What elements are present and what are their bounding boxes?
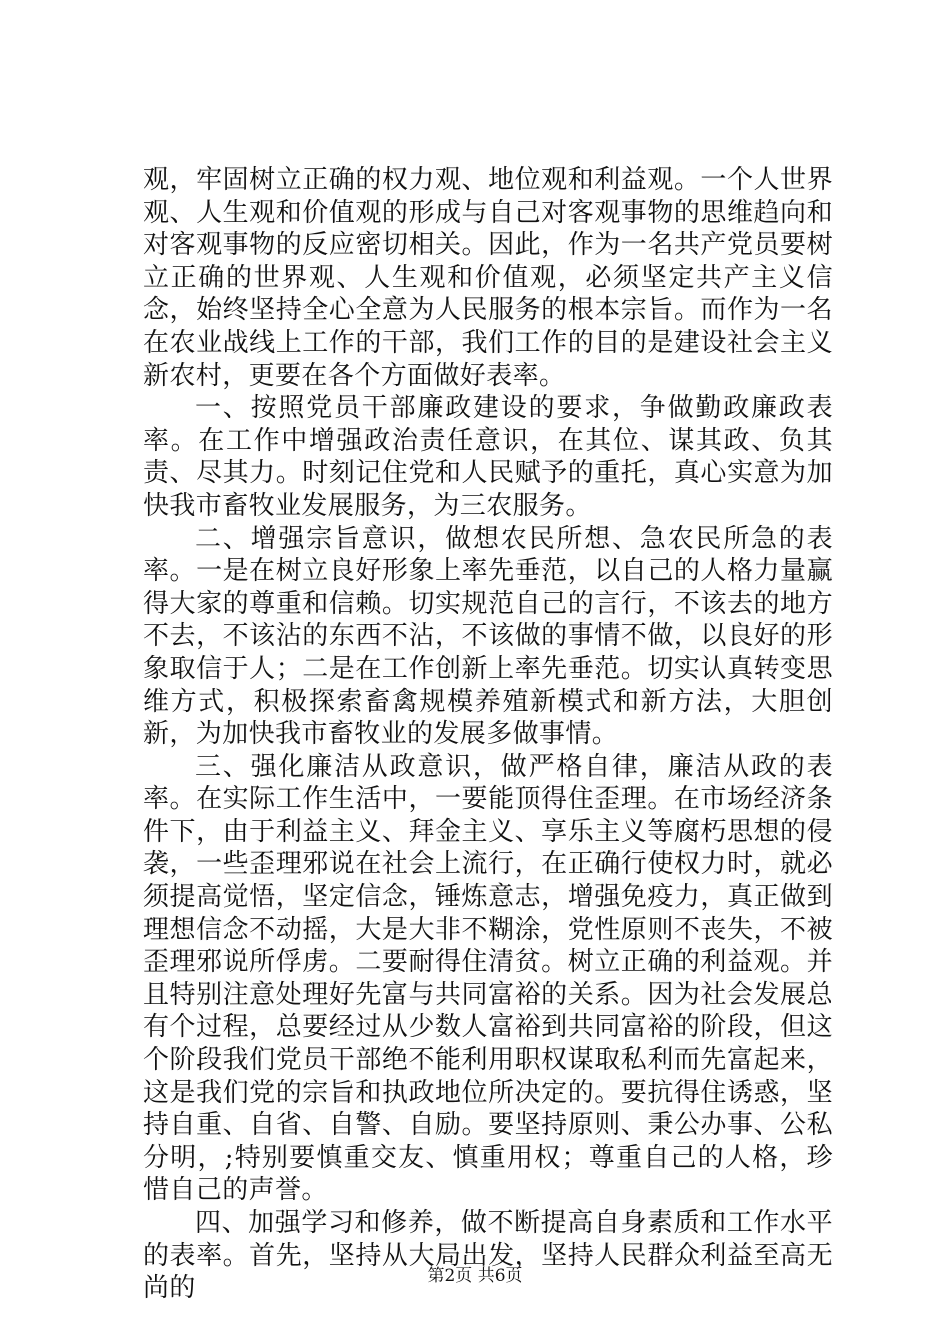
paragraph-continuation: 观，牢固树立正确的权力观、地位观和利益观。一个人世界观、人生观和价值观的形成与自己对客观事物的思维趋向和对客观事物的反应密切相关。因此，作为一名共产党员要树立正确的世界观、人生观和价值观，必须坚定共产主义信念，始终坚持全心全意为人民服务的根本宗旨。而作为一名在农业战线上工作的干部，我们工作的目的是建设社会主义新农村，更要在各个方面做好表率。 (143, 165, 833, 391)
document-body (143, 164, 833, 1305)
paragraph-section-4: 四、加强学习和修养，做不断提高自身素质和工作水平的表率。首先，坚持从大局出发，坚持人民群众利益至高无尚的 (143, 1208, 833, 1304)
paragraph-section-3: 三、强化廉洁从政意识，做严格自律，廉洁从政的表率。在实际工作生活中，一要能顶得住歪理。在市场经济条件下，由于利益主义、拜金主义、享乐主义等腐朽思想的侵袭，一些歪理邪说在社会上流行，在正确行使权力时，就必须提高觉悟，坚定信念，锤炼意志，增强免疫力，真正做到理想信念不动摇，大是大非不糊涂，党性原则不丧失，不被歪理邪说所俘虏。二要耐得住清贫。树立正确的利益观。并且特别注意处理好先富与共同富裕的关系。因为社会发展总有个过程，总要经过从少数人富裕到共同富裕的阶段，但这个阶段我们党员干部绝不能利用职权谋取私利而先富起来，这是我们党的宗旨和执政地位所决定的。要抗得住诱惑，坚持自重、自省、自警、自励。要坚持原则、秉公办事、公私分明，;特别要慎重交友、慎重用权；尊重自己的人格，珍惜自己的声誉。 (143, 751, 833, 1206)
paragraph-section-1: 一、按照党员干部廉政建设的要求，争做勤政廉政表率。在工作中增强政治责任意识，在其位、谋其政、负其责、尽其力。时刻记住党和人民赋予的重托，真心实意为加快我市畜牧业发展服务，为三农服务。 (143, 393, 833, 521)
page-footer: 第2页 共6页 (427, 1266, 523, 1286)
paragraph-section-2: 二、增强宗旨意识，做想农民所想、急农民所急的表率。一是在树立良好形象上率先垂范，以自己的人格力量赢得大家的尊重和信赖。切实规范自己的言行，不该去的地方不去，不该沾的东西不沾，不该做的事情不做，以良好的形象取信于人；二是在工作创新上率先垂范。切实认真转变思维方式，积极探索畜禽规模养殖新模式和新方法，大胆创新，为加快我市畜牧业的发展多做事情。 (143, 523, 833, 750)
